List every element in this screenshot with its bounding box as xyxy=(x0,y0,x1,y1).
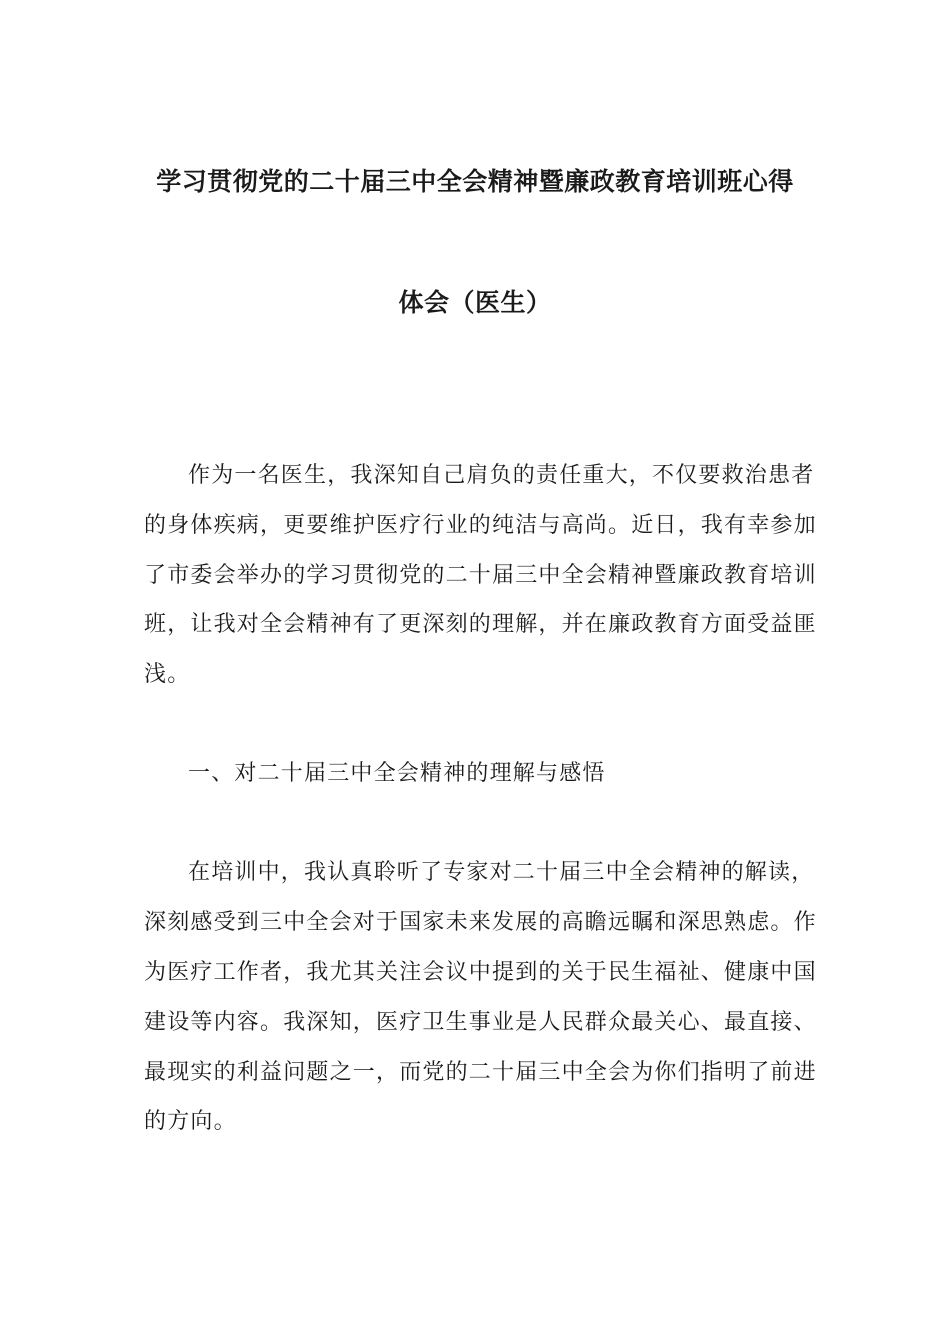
paragraph-line: 最现实的利益问题之一，而党的二十届三中全会为你们指明了前进 xyxy=(144,1060,817,1085)
paragraph-line: 作为一名医生，我深知自己肩负的责任重大，不仅要救治患者 xyxy=(188,463,815,488)
paragraph-line: 建设等内容。我深知，医疗卫生事业是人民群众最关心、最直接、 xyxy=(144,1010,817,1035)
paragraph-line: 了市委会举办的学习贯彻党的二十届三中全会精神暨廉政教育培训 xyxy=(144,563,817,588)
paragraph-line: 的身体疾病，更要维护医疗行业的纯洁与高尚。近日，我有幸参加 xyxy=(144,513,817,538)
paragraph-line: 为医疗工作者，我尤其关注会议中提到的关于民生福祉、健康中国 xyxy=(144,960,817,985)
paragraph-line: 班，让我对全会精神有了更深刻的理解，并在廉政教育方面受益匪 xyxy=(144,612,817,637)
paragraph-line: 的方向。 xyxy=(144,1109,237,1134)
section-heading: 一、对二十届三中全会精神的理解与感悟 xyxy=(188,761,606,786)
document-title-line-2: 体会（医生） xyxy=(398,288,552,317)
document-title-line-1: 学习贯彻党的二十届三中全会精神暨廉政教育培训班心得 xyxy=(156,167,794,196)
paragraph-line: 浅。 xyxy=(144,662,191,687)
paragraph-line: 在培训中，我认真聆听了专家对二十届三中全会精神的解读， xyxy=(188,860,815,885)
paragraph-line: 深刻感受到三中全会对于国家未来发展的高瞻远瞩和深思熟虑。作 xyxy=(144,910,817,935)
